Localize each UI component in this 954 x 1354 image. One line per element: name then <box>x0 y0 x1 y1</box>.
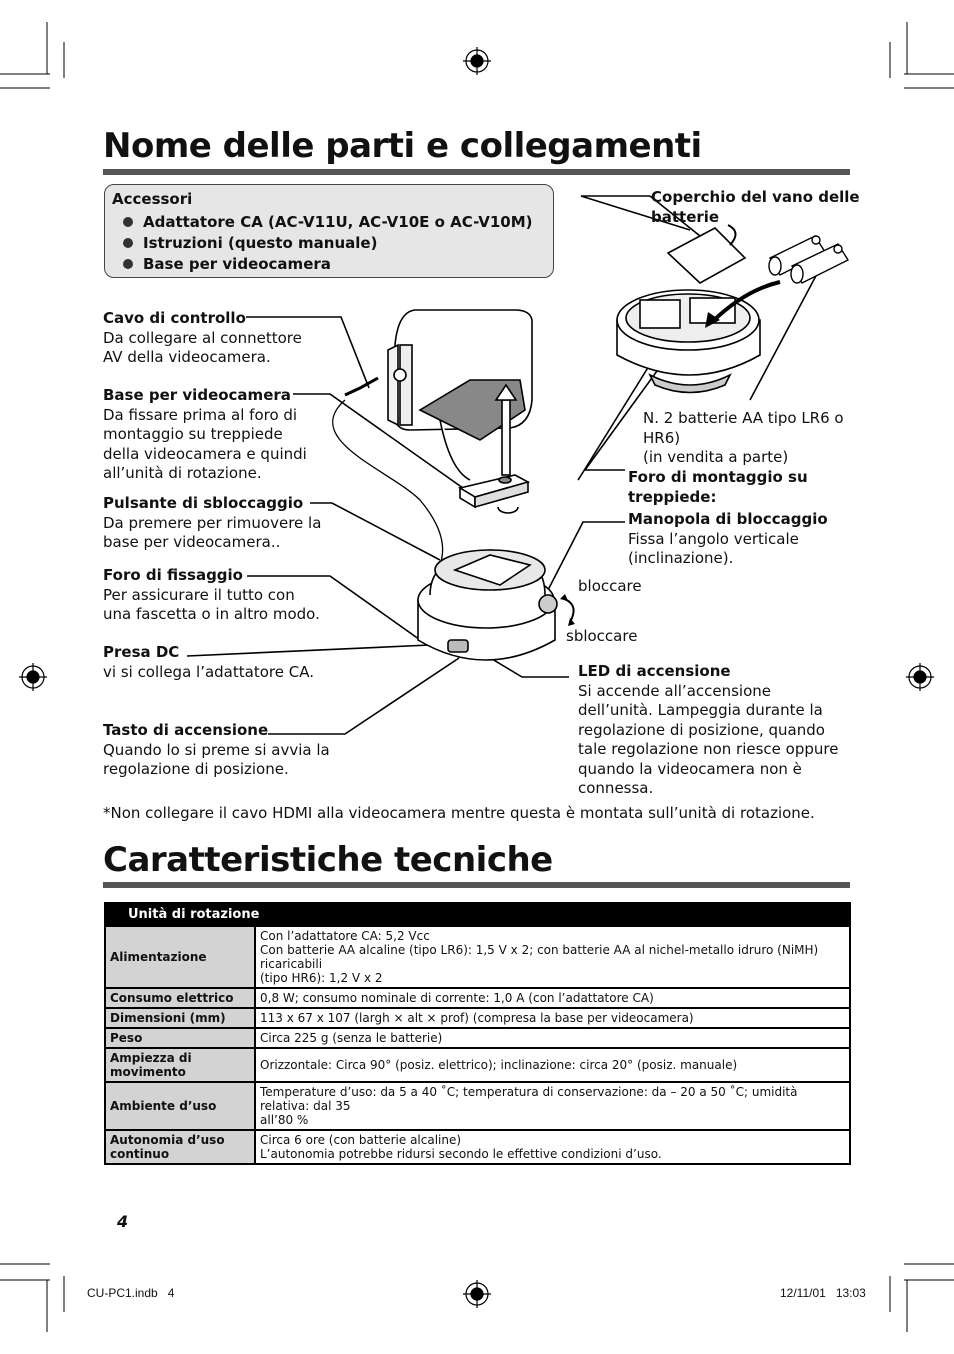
specs-table <box>104 902 851 1165</box>
table-row <box>105 1082 850 1130</box>
specs-title: Caratteristiche tecniche <box>103 840 553 880</box>
spec-key: Dimensioni (mm) <box>105 1008 255 1028</box>
page-number: 4 <box>117 1212 129 1231</box>
label-unlock: sbloccare <box>566 627 638 645</box>
spec-value: 0,8 W; consumo nominale di corrente: 1,0 A (con l’adattatore CA) <box>255 988 850 1008</box>
footer-datetime: 12/11/01 13:03 <box>780 1286 866 1300</box>
hdmi-warning-note: *Non collegare il cavo HDMI alla videocamera mentre questa è montata sull’unità di rotazione. <box>103 804 815 822</box>
spec-value: Orizzontale: Circa 90° (posiz. elettrico); inclinazione: circa 20° (posiz. manuale) <box>255 1048 850 1082</box>
label-lock: bloccare <box>578 577 642 595</box>
accessory-item: Adattatore CA (AC-V11U, AC-V10E o AC-V10M) <box>123 213 533 231</box>
spec-key: Ampiezza di movimento <box>105 1048 255 1082</box>
table-header-row <box>105 903 850 926</box>
spec-value: 113 x 67 x 107 (largh × alt × prof) (compresa la base per videocamera) <box>255 1008 850 1028</box>
callout-lock-knob: Manopola di bloccaggio Fissa l’angolo verticale (inclinazione). <box>628 510 828 567</box>
callout-camera-base: Base per videocamera Da fissare prima al foro di montaggio su treppiede della videocamera e quindi all’unità di rotazione. <box>103 386 307 482</box>
spec-value: Temperature d’uso: da 5 a 40 ˚C; temperatura di conservazione: da – 20 a 50 ˚C; umidità relativa: dal 35 all’80 % <box>255 1082 850 1130</box>
spec-value: Con l’adattatore CA: 5,2 Vcc Con batterie AA alcaline (tipo LR6): 1,5 V x 2; con batterie AA al nichel-metallo idruro (NiMH) ricaricabili (tipo HR6): 1,2 V x 2 <box>255 926 850 988</box>
table-row <box>105 1130 850 1164</box>
spec-key: Ambiente d’uso <box>105 1082 255 1130</box>
callout-dc-jack: Presa DC vi si collega l’adattatore CA. <box>103 643 314 681</box>
batteries-drawing <box>769 236 848 283</box>
spec-key: Alimentazione <box>105 926 255 988</box>
specs-rule <box>103 882 850 888</box>
callout-control-cable: Cavo di controllo Da collegare al connettore AV della videocamera. <box>103 309 302 366</box>
spec-value: Circa 225 g (senza le batterie) <box>255 1028 850 1048</box>
spec-key: Peso <box>105 1028 255 1048</box>
spec-key: Consumo elettrico <box>105 988 255 1008</box>
page-title: Nome delle parti e collegamenti <box>103 126 702 166</box>
accessory-item: Istruzioni (questo manuale) <box>123 234 377 252</box>
battery-unit-drawing <box>617 228 760 393</box>
spec-value: Circa 6 ore (con batterie alcaline) L’autonomia potrebbe ridursi secondo le effettive condizioni d’uso. <box>255 1130 850 1164</box>
table-header: Unità di rotazione <box>105 903 850 926</box>
registration-mark-bottom <box>463 1280 491 1308</box>
table-row <box>105 1008 850 1028</box>
table-row <box>105 1048 850 1082</box>
callout-fixing-hole: Foro di fissaggio Per assicurare il tutto con una fascetta o in altro modo. <box>103 566 320 623</box>
callout-battery-cover: Coperchio del vano delle batterie <box>651 188 860 226</box>
callout-batteries: N. 2 batterie AA tipo LR6 o HR6) (in vendita a parte) <box>643 409 844 466</box>
table-row <box>105 1028 850 1048</box>
table-row <box>105 988 850 1008</box>
callout-tripod-hole: Foro di montaggio su treppiede: <box>628 468 808 506</box>
callout-power-led: LED di accensione Si accende all’accensione dell’unità. Lampeggia durante la regolazione di posizione, quando tale regolazione non riesce oppure quando la videocamera non è connessa. <box>578 662 839 797</box>
table-row <box>105 926 850 988</box>
spec-key: Autonomia d’uso continuo <box>105 1130 255 1164</box>
rotation-unit-drawing <box>418 550 557 660</box>
footer-file: CU-PC1.indb 4 <box>87 1286 175 1300</box>
callout-power-key: Tasto di accensione Quando lo si preme si avvia la regolazione di posizione. <box>103 721 330 778</box>
accessory-item: Base per videocamera <box>123 255 331 273</box>
callout-release-button: Pulsante di sbloccaggio Da premere per rimuovere la base per videocamera.. <box>103 494 322 551</box>
accessories-heading: Accessori <box>112 190 193 208</box>
camera-base-drawing <box>460 475 528 507</box>
